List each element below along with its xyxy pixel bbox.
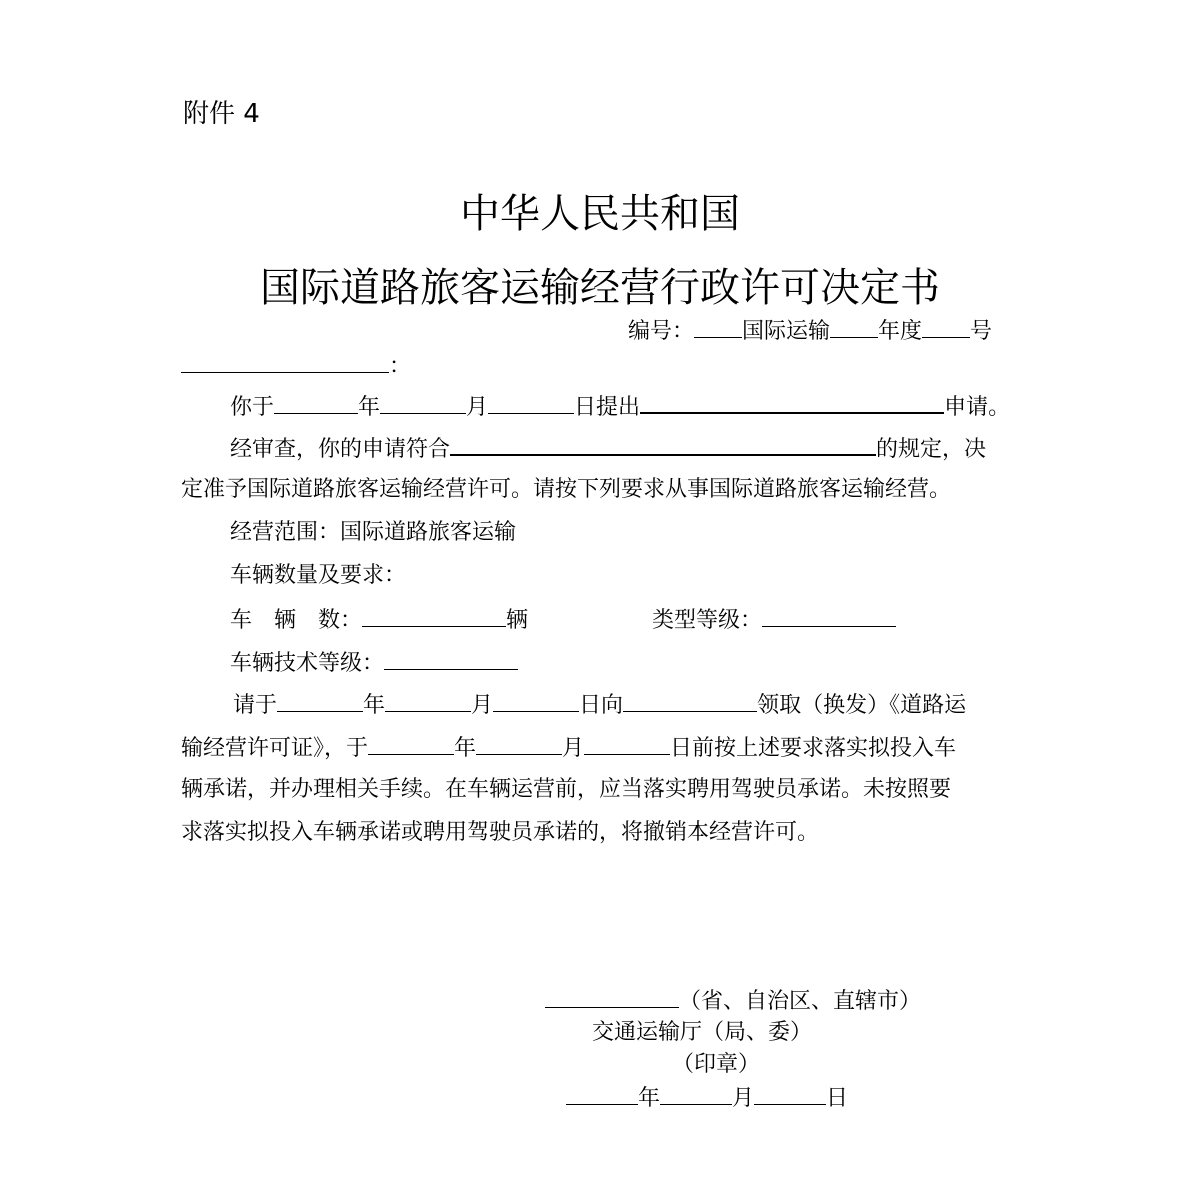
p3-lead: 请于: [233, 693, 278, 718]
signature-month: 月: [732, 1086, 755, 1111]
p3-collect: 领取（换发）《道路运: [757, 693, 967, 718]
signature-day-blank[interactable]: [754, 1082, 826, 1105]
vehicle-tech-label: 车辆技术等级：: [230, 651, 385, 676]
p2-tail: 的规定，决: [876, 437, 987, 462]
p1-year-blank[interactable]: [274, 391, 358, 414]
document-title-line1: 中华人民共和国: [460, 191, 740, 237]
p1-month-blank[interactable]: [380, 391, 466, 414]
number-part1: 国际运输: [742, 319, 831, 344]
p3-line2-lead: 输经营许可证》，于: [181, 736, 369, 761]
p3-month: 月: [471, 693, 494, 718]
paragraph-permit-line1: [233, 689, 966, 721]
addressee-blank[interactable]: [181, 350, 389, 373]
p3-month-blank[interactable]: [385, 689, 471, 712]
p3-day-to: 日向: [579, 693, 624, 718]
addressee-line: [181, 350, 411, 382]
paragraph-permit-line2: [181, 732, 956, 764]
p1-year: 年: [358, 395, 381, 420]
signature-year: 年: [638, 1086, 661, 1111]
addressee-colon: ：: [389, 354, 412, 379]
number-suffix: 号: [970, 319, 993, 344]
vehicle-tech-blank[interactable]: [384, 647, 518, 670]
signature-province-blank[interactable]: [545, 985, 679, 1008]
p3-line2-month: 月: [562, 736, 585, 761]
vehicle-tech-line: [230, 647, 518, 679]
p2-regulation-blank[interactable]: [450, 432, 876, 456]
paragraph-permit-line4: 求落实拟投入车辆承诺或聘用驾驶员承诺的，将撤销本经营许可。: [181, 820, 820, 845]
vehicle-count-line: [230, 604, 528, 636]
vehicle-count-label: 车 辆 数：: [230, 608, 363, 633]
vehicle-type-label: 类型等级：: [652, 608, 763, 633]
signature-province-suffix: （省、自治区、直辖市）: [679, 989, 922, 1014]
vehicle-type-blank[interactable]: [762, 604, 896, 627]
p3-line2-day-blank[interactable]: [584, 732, 670, 755]
number-blank-3[interactable]: [922, 315, 970, 338]
p3-day-blank[interactable]: [493, 689, 579, 712]
p3-line2-tail: 日前按上述要求落实拟投入车: [670, 736, 957, 761]
business-scope: 经营范围：国际道路旅客运输: [230, 520, 517, 545]
p3-line2-year: 年: [454, 736, 477, 761]
attachment-label: 附件 4: [183, 99, 260, 129]
number-blank-1[interactable]: [694, 315, 742, 338]
vehicle-count-blank[interactable]: [362, 604, 506, 627]
p2-lead: 经审查，你的申请符合: [230, 437, 451, 462]
vehicle-requirements-label: 车辆数量及要求：: [230, 563, 407, 588]
paragraph-application: [230, 390, 1010, 423]
p3-line2-month-blank[interactable]: [476, 732, 562, 755]
paragraph-review-line2: 定准予国际道路旅客运输经营许可。请按下列要求从事国际道路旅客运输经营。: [181, 477, 952, 502]
signature-month-blank[interactable]: [660, 1082, 732, 1105]
vehicle-type-line: [652, 604, 896, 636]
document-number-line: [628, 315, 992, 347]
signature-seal: （印章）: [672, 1052, 761, 1077]
p3-year-blank[interactable]: [277, 689, 363, 712]
p1-day-submit: 日提出: [574, 395, 641, 420]
document-title-line2: 国际道路旅客运输经营行政许可决定书: [260, 265, 940, 311]
paragraph-review-line1: [230, 432, 986, 465]
number-blank-2[interactable]: [830, 315, 878, 338]
signature-province-line: [545, 985, 921, 1017]
p3-authority-blank[interactable]: [623, 689, 757, 712]
signature-day: 日: [826, 1086, 849, 1111]
signature-department: 交通运输厅（局、委）: [592, 1020, 813, 1045]
p1-lead: 你于: [230, 395, 275, 420]
signature-year-blank[interactable]: [566, 1082, 638, 1105]
p1-month: 月: [466, 395, 489, 420]
p3-year: 年: [363, 693, 386, 718]
p3-line2-year-blank[interactable]: [368, 732, 454, 755]
paragraph-permit-line3: 辆承诺，并办理相关手续。在车辆运营前，应当落实聘用驾驶员承诺。未按照要: [181, 777, 952, 802]
p1-day-blank[interactable]: [488, 391, 574, 414]
p1-end: 申请。: [944, 395, 1011, 420]
p1-application-blank[interactable]: [640, 390, 944, 414]
number-prefix: 编号：: [628, 319, 695, 344]
vehicle-count-unit: 辆: [506, 608, 529, 633]
signature-date-line: [566, 1082, 848, 1114]
number-part2: 年度: [878, 319, 923, 344]
